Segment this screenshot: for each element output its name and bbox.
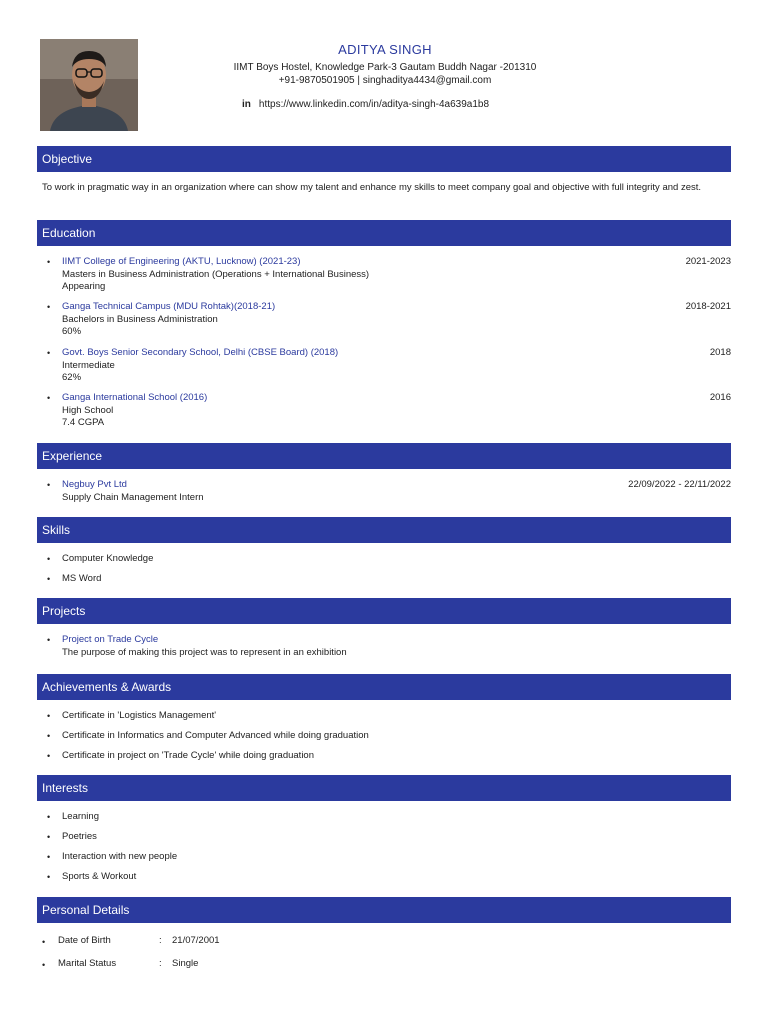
section-skills: Skills (37, 517, 731, 543)
personal-label: Marital Status (58, 958, 117, 969)
bullet: • (47, 812, 51, 822)
education-result: Appearing (62, 281, 106, 292)
education-date: 2018-2021 (685, 301, 731, 312)
bullet: • (47, 731, 51, 741)
education-date: 2018 (709, 347, 731, 358)
section-achievements: Achievements & Awards (37, 674, 731, 700)
phone-email: +91-9870501905 | singhaditya4434@gmail.com (278, 75, 492, 86)
achievement-text: Certificate in 'Logistics Management' (62, 710, 217, 721)
education-result: 62% (62, 372, 82, 383)
bullet: • (47, 554, 51, 564)
education-title: Govt. Boys Senior Secondary School, Delhi (CBSE Board) (2018) (62, 347, 339, 358)
skill-text: MS Word (62, 573, 102, 584)
bullet: • (47, 872, 51, 882)
personal-value: Single (172, 958, 199, 969)
linkedin-icon: in (242, 99, 251, 110)
interest-text: Learning (62, 811, 99, 822)
bullet: • (42, 937, 46, 947)
bullet: • (47, 348, 51, 358)
interest-text: Sports & Workout (62, 871, 137, 882)
education-degree: Bachelors in Business Administration (62, 313, 218, 325)
education-title: Ganga International School (2016) (62, 392, 208, 403)
interest-item (42, 831, 97, 843)
skill-item (42, 573, 101, 585)
interest-item (42, 871, 136, 883)
section-projects: Projects (37, 598, 731, 624)
education-date: 2021-2023 (685, 256, 731, 267)
education-title: Ganga Technical Campus (MDU Rohtak)(2018-21) (62, 301, 276, 312)
experience-item (42, 479, 731, 504)
education-result: 60% (62, 326, 82, 337)
section-experience: Experience (37, 443, 731, 469)
achievement-item (42, 750, 314, 762)
skill-item (42, 553, 153, 565)
interest-text: Poetries (62, 831, 97, 842)
bullet: • (47, 852, 51, 862)
interest-text: Interaction with new people (62, 851, 178, 862)
bullet: • (47, 574, 51, 584)
interest-item (42, 811, 99, 823)
section-education: Education (37, 220, 731, 246)
education-item (42, 301, 731, 339)
personal-label: Date of Birth (58, 935, 111, 946)
objective-text: To work in pragmatic way in an organization where can show my talent and enhance my skills to meet company goal and objective with full integrity and zest. (42, 182, 702, 193)
bullet: • (47, 751, 51, 761)
experience-role: Supply Chain Management Intern (62, 491, 204, 503)
bullet: • (47, 832, 51, 842)
section-interests: Interests (37, 775, 731, 801)
bullet: • (47, 711, 51, 721)
colon: : (159, 935, 162, 946)
achievement-item (42, 710, 216, 722)
bullet: • (47, 635, 51, 645)
experience-date: 22/09/2022 - 22/11/2022 (628, 479, 731, 490)
linkedin-url[interactable]: https://www.linkedin.com/in/aditya-singh-4a639a1b8 (258, 99, 490, 110)
achievement-item (42, 730, 369, 742)
bullet: • (47, 257, 51, 267)
linkedin-row[interactable] (242, 99, 489, 110)
interest-item (42, 851, 177, 863)
colon: : (159, 958, 162, 969)
education-date: 2016 (709, 392, 731, 403)
bullet: • (47, 480, 51, 490)
education-degree: Intermediate (62, 359, 115, 371)
experience-company: Negbuy Pvt Ltd (62, 479, 127, 490)
education-item (42, 347, 731, 385)
education-degree: Masters in Business Administration (Operations + International Business) (62, 268, 370, 280)
bullet: • (42, 960, 46, 970)
project-description: The purpose of making this project was to represent in an exhibition (62, 646, 347, 658)
personal-value: 21/07/2001 (172, 935, 220, 946)
section-personal-details: Personal Details (37, 897, 731, 923)
bullet: • (47, 393, 51, 403)
education-item (42, 392, 731, 430)
achievement-text: Certificate in project on 'Trade Cycle' while doing graduation (62, 750, 314, 761)
education-item (42, 256, 731, 294)
profile-photo (40, 39, 138, 131)
bullet: • (47, 302, 51, 312)
education-result: 7.4 CGPA (62, 417, 105, 428)
address: IIMT Boys Hostel, Knowledge Park-3 Gautam Buddh Nagar -201310 (233, 62, 537, 73)
education-title: IIMT College of Engineering (AKTU, Lucknow) (2021-23) (62, 256, 301, 267)
candidate-name: ADITYA SINGH (338, 42, 432, 57)
section-objective: Objective (37, 146, 731, 172)
project-title: Project on Trade Cycle (62, 634, 159, 645)
skill-text: Computer Knowledge (62, 553, 154, 564)
project-item (42, 634, 731, 659)
education-degree: High School (62, 404, 114, 416)
achievement-text: Certificate in Informatics and Computer Advanced while doing graduation (62, 730, 369, 741)
